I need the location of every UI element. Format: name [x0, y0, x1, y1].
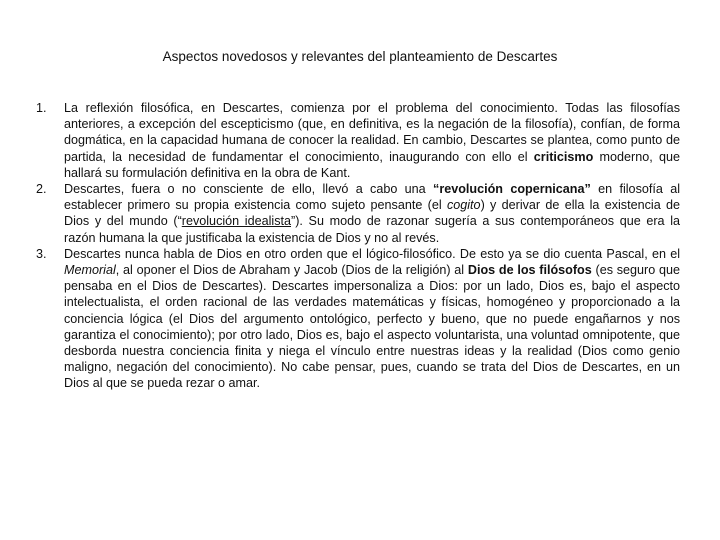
- open-quote: “: [177, 214, 182, 229]
- emphasis-bold: “revolución copernicana”: [433, 182, 591, 197]
- emphasis-italic: cogito: [446, 198, 481, 213]
- item-text: en filosofía al establecer primero su propia existencia como sujeto pensante (el: [64, 182, 680, 213]
- list-item: [36, 100, 680, 181]
- item-text: ). Su modo de razonar sugería a sus contemporáneos que era la razón humana la que justificaba la existencia de Dios y no al revés.: [64, 214, 680, 245]
- emphasis-bold: criticismo: [533, 149, 594, 164]
- list-item: [36, 181, 680, 246]
- emphasis-italic: Memorial: [64, 263, 116, 278]
- item-text: , al oponer el Dios de Abraham y Jacob (Dios de la religión) al: [115, 263, 468, 278]
- list-item-number: 2.: [36, 182, 47, 197]
- page-title: Aspectos novedosos y relevantes del planteamiento de Descartes: [162, 49, 558, 64]
- item-text: Descartes, fuera o no consciente de ello, llevó a cabo una: [64, 182, 434, 197]
- item-text: moderno, que hallará su formulación definitiva en la obra de Kant.: [64, 149, 680, 180]
- list-item: [36, 246, 680, 392]
- list-item-number: 3.: [36, 246, 47, 261]
- item-text: La reflexión filosófica, en Descartes, comienza por el problema del conocimiento. Todas las filosofías anteriores, a excepción del escepticismo (que, en definitiva, es la negación de la filosofía), confían, de forma dogmática, en la capacidad humana de conocer la realidad. En cambio, Descartes se plantea, como punto de partida, la necesidad de fundamentar el conocimiento, inaugurando con ello el: [64, 101, 680, 164]
- item-text: (es seguro que pensaba en el Dios de Descartes). Descartes impersonaliza a Dios: por un lado, Dios es, bajo el aspecto intelectualista, el orden racional de las verdades matemáticas y físicas, homogéneo y proporcionado a la conciencia lógica (el Dios del argumento ontológico, perfecto y bueno, que no puede engañarnos y nos garantiza el conocimiento); por otro lado, Dios es, bajo el aspecto voluntarista, una voluntad omnipotente, que desborda nuestra conciencia finita y niega el vínculo entre nuestras ideas y la realidad (Dios como genio maligno, negación del conocimiento). No cabe pensar, pues, cuando se trata del Dios de Descartes, en un Dios al que se pueda rezar o amar.: [64, 263, 680, 391]
- emphasis-bold: Dios de los filósofos: [467, 263, 592, 278]
- item-text: Descartes nunca habla de Dios en otro orden que el lógico-filosófico. De esto ya se dio cuenta Pascal, en el: [64, 246, 680, 261]
- emphasis-underline: revolución idealista: [181, 214, 292, 229]
- numbered-list: [36, 100, 680, 392]
- item-text: ) y derivar de ella la existencia de Dios y del mundo (: [64, 198, 681, 229]
- list-item-number: 1.: [36, 101, 47, 115]
- close-quote: ”: [291, 214, 296, 229]
